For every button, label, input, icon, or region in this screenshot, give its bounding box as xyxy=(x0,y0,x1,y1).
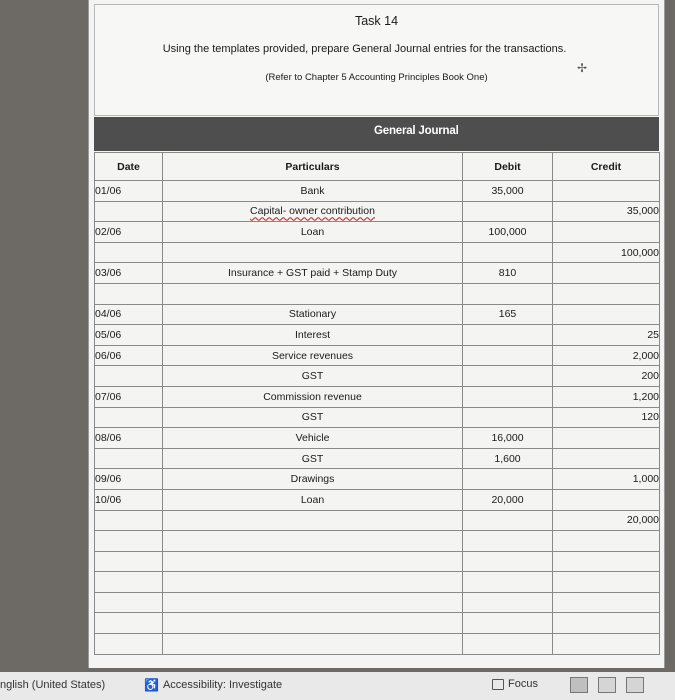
date-cell xyxy=(95,242,163,263)
particulars-cell: Interest xyxy=(163,325,463,346)
debit-cell xyxy=(463,325,553,346)
particulars-cell: GST xyxy=(163,366,463,387)
debit-cell xyxy=(463,613,553,634)
task-title: Task 14 xyxy=(354,14,399,28)
journal-row xyxy=(95,551,660,572)
particulars-cell: Drawings xyxy=(163,469,463,490)
task-reference: (Refer to Chapter 5 Accounting Principles Book One) xyxy=(265,72,488,83)
credit-cell: 20,000 xyxy=(553,510,660,531)
particulars-cell xyxy=(163,572,463,593)
document-page xyxy=(88,0,665,668)
debit-cell xyxy=(463,572,553,593)
journal-row xyxy=(95,304,660,325)
credit-cell xyxy=(553,592,660,613)
debit-cell xyxy=(463,407,553,428)
journal-row xyxy=(95,283,660,304)
journal-row xyxy=(95,592,660,613)
particulars-cell: Insurance + GST paid + Stamp Duty xyxy=(163,263,463,284)
journal-row xyxy=(95,242,660,263)
particulars-cell xyxy=(163,613,463,634)
particulars-cell: Commission revenue xyxy=(163,386,463,407)
date-cell xyxy=(95,510,163,531)
credit-cell xyxy=(553,304,660,325)
task-header-box xyxy=(94,4,659,116)
particulars-cell xyxy=(163,531,463,552)
date-cell xyxy=(95,448,163,469)
date-cell xyxy=(95,366,163,387)
debit-cell xyxy=(463,283,553,304)
particulars-cell xyxy=(163,242,463,263)
date-cell xyxy=(95,634,163,655)
date-cell xyxy=(95,283,163,304)
date-cell: 10/06 xyxy=(95,489,163,510)
particulars-cell: Loan xyxy=(163,489,463,510)
credit-cell: 35,000 xyxy=(553,201,660,222)
date-cell: 06/06 xyxy=(95,345,163,366)
journal-row xyxy=(95,181,660,202)
column-header-debit: Debit xyxy=(463,153,553,181)
debit-cell xyxy=(463,201,553,222)
particulars-cell: Loan xyxy=(163,222,463,243)
column-header-particulars: Particulars xyxy=(163,153,463,181)
focus-label: Focus xyxy=(508,678,538,690)
focus-icon xyxy=(492,679,504,690)
debit-cell xyxy=(463,634,553,655)
credit-cell xyxy=(553,634,660,655)
debit-cell: 16,000 xyxy=(463,428,553,449)
date-cell xyxy=(95,407,163,428)
particulars-cell xyxy=(163,634,463,655)
journal-body xyxy=(95,181,660,655)
column-header-credit: Credit xyxy=(553,153,660,181)
debit-cell xyxy=(463,510,553,531)
particulars-cell xyxy=(163,510,463,531)
particulars-cell xyxy=(163,592,463,613)
date-cell xyxy=(95,572,163,593)
particulars-cell: GST xyxy=(163,448,463,469)
debit-cell: 100,000 xyxy=(463,222,553,243)
view-switcher xyxy=(570,677,644,693)
particulars-cell: Stationary xyxy=(163,304,463,325)
particulars-cell xyxy=(163,283,463,304)
credit-cell: 2,000 xyxy=(553,345,660,366)
date-cell xyxy=(95,551,163,572)
read-mode-view-icon[interactable] xyxy=(598,677,616,693)
credit-cell xyxy=(553,283,660,304)
mouse-cursor-icon: ✢ xyxy=(577,61,588,75)
particulars-cell: Service revenues xyxy=(163,345,463,366)
debit-cell xyxy=(463,386,553,407)
credit-cell xyxy=(553,572,660,593)
particulars-cell xyxy=(163,551,463,572)
credit-cell xyxy=(553,181,660,202)
journal-row xyxy=(95,222,660,243)
debit-cell xyxy=(463,242,553,263)
journal-row xyxy=(95,366,660,387)
debit-cell xyxy=(463,551,553,572)
general-journal-title-bar xyxy=(94,117,659,151)
particulars-cell: Vehicle xyxy=(163,428,463,449)
credit-cell xyxy=(553,448,660,469)
date-cell: 09/06 xyxy=(95,469,163,490)
credit-cell xyxy=(553,428,660,449)
credit-cell: 1,200 xyxy=(553,386,660,407)
debit-cell: 1,600 xyxy=(463,448,553,469)
language-status[interactable]: nglish (United States) xyxy=(0,679,106,691)
journal-row xyxy=(95,201,660,222)
date-cell: 03/06 xyxy=(95,263,163,284)
credit-cell xyxy=(553,551,660,572)
table-header-row xyxy=(95,153,660,181)
journal-row xyxy=(95,572,660,593)
credit-cell xyxy=(553,222,660,243)
particulars-cell: Bank xyxy=(163,181,463,202)
journal-row xyxy=(95,489,660,510)
debit-cell: 35,000 xyxy=(463,181,553,202)
accessibility-icon: ♿ xyxy=(144,678,159,692)
debit-cell: 165 xyxy=(463,304,553,325)
print-layout-view-icon[interactable] xyxy=(570,677,588,693)
web-layout-view-icon[interactable] xyxy=(626,677,644,693)
journal-row xyxy=(95,448,660,469)
debit-cell xyxy=(463,531,553,552)
date-cell: 02/06 xyxy=(95,222,163,243)
credit-cell xyxy=(553,531,660,552)
debit-cell xyxy=(463,366,553,387)
date-cell xyxy=(95,531,163,552)
journal-row xyxy=(95,407,660,428)
debit-cell: 810 xyxy=(463,263,553,284)
journal-row xyxy=(95,634,660,655)
particulars-cell: Capital- owner contribution xyxy=(163,201,463,222)
journal-row xyxy=(95,510,660,531)
focus-button[interactable] xyxy=(492,678,538,690)
journal-row xyxy=(95,386,660,407)
credit-cell: 200 xyxy=(553,366,660,387)
date-cell: 07/06 xyxy=(95,386,163,407)
date-cell xyxy=(95,613,163,634)
credit-cell: 100,000 xyxy=(553,242,660,263)
task-instruction: Using the templates provided, prepare General Journal entries for the transactions. xyxy=(162,43,567,55)
column-header-date: Date xyxy=(95,153,163,181)
date-cell xyxy=(95,201,163,222)
debit-cell xyxy=(463,469,553,490)
credit-cell: 25 xyxy=(553,325,660,346)
journal-row xyxy=(95,428,660,449)
accessibility-label: Accessibility: Investigate xyxy=(162,679,283,691)
credit-cell xyxy=(553,489,660,510)
date-cell: 04/06 xyxy=(95,304,163,325)
journal-row xyxy=(95,469,660,490)
date-cell xyxy=(95,592,163,613)
date-cell: 05/06 xyxy=(95,325,163,346)
accessibility-status[interactable] xyxy=(144,678,282,692)
credit-cell xyxy=(553,613,660,634)
date-cell: 01/06 xyxy=(95,181,163,202)
journal-row xyxy=(95,263,660,284)
journal-row xyxy=(95,531,660,552)
general-journal-title: General Journal xyxy=(374,125,459,137)
journal-row xyxy=(95,325,660,346)
debit-cell: 20,000 xyxy=(463,489,553,510)
particulars-cell: GST xyxy=(163,407,463,428)
credit-cell xyxy=(553,263,660,284)
journal-row xyxy=(95,345,660,366)
debit-cell xyxy=(463,592,553,613)
date-cell: 08/06 xyxy=(95,428,163,449)
credit-cell: 120 xyxy=(553,407,660,428)
status-bar xyxy=(0,672,675,700)
general-journal-table xyxy=(94,152,660,655)
debit-cell xyxy=(463,345,553,366)
credit-cell: 1,000 xyxy=(553,469,660,490)
journal-row xyxy=(95,613,660,634)
